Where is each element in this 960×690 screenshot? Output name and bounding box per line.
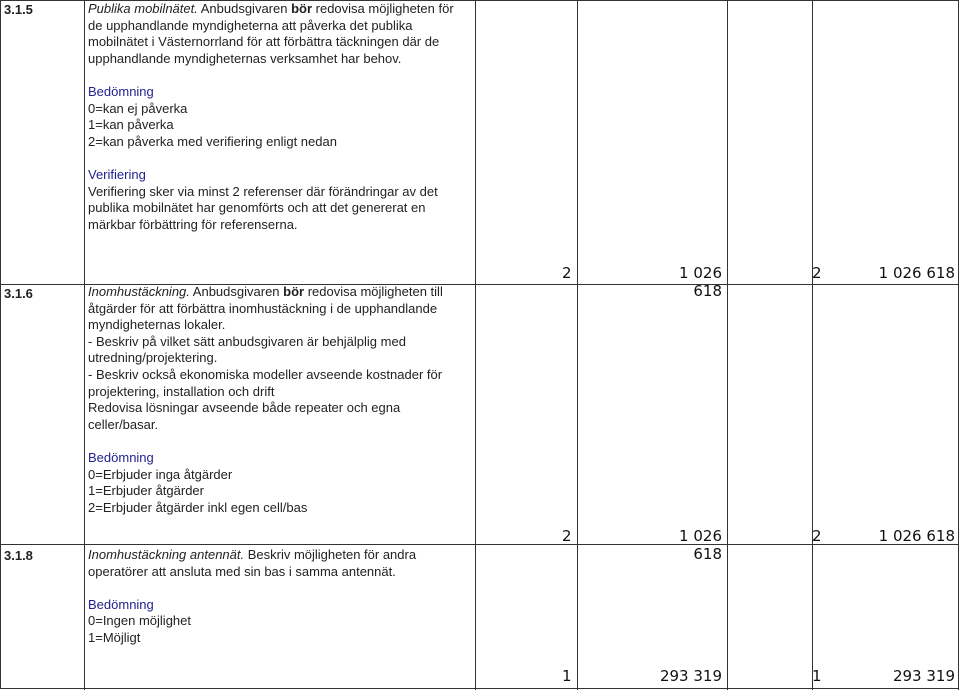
assessment-line: 2=kan påverka med verifiering enligt nedan bbox=[88, 133, 337, 149]
amount-value: 1 026 618 bbox=[878, 527, 955, 545]
amount-value: 1 026 618 bbox=[878, 264, 955, 282]
emphasis: bör bbox=[291, 1, 313, 16]
assessment-title: Bedömning bbox=[88, 449, 154, 465]
requirement-title: Inomhustäckning. bbox=[88, 284, 190, 299]
requirement-number: 3.1.8 bbox=[4, 548, 33, 563]
column-divider bbox=[475, 0, 476, 690]
description-line: - Beskriv också ekonomiska modeller avseende kostnader för projektering, installation och drift bbox=[88, 366, 443, 399]
requirement-title: Publika mobilnätet. bbox=[88, 1, 198, 16]
assessment-line: 0=kan ej påverka bbox=[88, 100, 188, 116]
verification-title: Verifiering bbox=[88, 166, 146, 182]
column-divider bbox=[84, 0, 85, 690]
amount-value: 293 319 bbox=[659, 667, 722, 685]
description-line: Redovisa lösningar avseende både repeater och egna celler/basar. bbox=[88, 400, 401, 432]
verification-text: Verifiering sker via minst 2 referenser där förändringar av det publika mobilnätet har genomförts och att det genererat en märkbar förbättring för referenserna. bbox=[88, 183, 438, 232]
requirement-description bbox=[88, 1, 468, 233]
requirement-title: Inomhustäckning antennät. bbox=[88, 547, 245, 562]
assessment-title: Bedömning bbox=[88, 83, 154, 99]
column-divider bbox=[727, 0, 728, 690]
column-divider bbox=[812, 0, 813, 690]
score-value: 1 bbox=[562, 667, 572, 685]
description-lead: Anbudsgivaren bbox=[189, 284, 284, 299]
description-text: Beskriv möjligheten för andra operatörer att ansluta med sin bas i samma antennät. bbox=[88, 547, 417, 579]
assessment-line: 0=Ingen möjlighet bbox=[88, 613, 191, 629]
requirement-description bbox=[88, 547, 468, 647]
score-value: 2 bbox=[562, 527, 572, 545]
description-lead: Anbudsgivaren bbox=[197, 1, 292, 16]
description-text: redovisa möjligheten till åtgärder för att förbättra inomhustäckning i de upphandlande myndigheternas lokaler. bbox=[88, 284, 443, 333]
assessment-title: Bedömning bbox=[88, 596, 154, 612]
column-divider bbox=[958, 0, 959, 690]
requirement-number: 3.1.6 bbox=[4, 286, 33, 301]
description-text: redovisa möjligheten för de upphandlande myndigheterna att påverka det publika mobilnätet i Västernorrland för att förbättra täckningen där de upphandlande myndigheternas verksamhet har behov. bbox=[88, 1, 454, 66]
amount-value: 1 026 618 bbox=[679, 527, 722, 563]
assessment-line: 1=Möjligt bbox=[88, 629, 141, 645]
column-divider bbox=[577, 0, 578, 690]
row-divider bbox=[0, 688, 959, 689]
description-line: - Beskriv på vilket sätt anbudsgivaren är behjälplig med utredning/projektering. bbox=[88, 333, 406, 366]
assessment-line: 0=Erbjuder inga åtgärder bbox=[88, 466, 233, 482]
assessment-line: 2=Erbjuder åtgärder inkl egen cell/bas bbox=[88, 499, 308, 515]
score-value: 2 bbox=[812, 527, 822, 545]
score-value: 2 bbox=[562, 264, 572, 282]
score-value: 2 bbox=[812, 264, 822, 282]
requirement-number: 3.1.5 bbox=[4, 2, 33, 17]
amount-value: 293 319 bbox=[892, 667, 955, 685]
assessment-line: 1=kan påverka bbox=[88, 117, 174, 133]
assessment-line: 1=Erbjuder åtgärder bbox=[88, 483, 204, 499]
emphasis: bör bbox=[283, 284, 305, 299]
score-value: 1 bbox=[812, 667, 822, 685]
requirement-description bbox=[88, 284, 468, 516]
amount-value: 1 026 618 bbox=[679, 264, 722, 300]
